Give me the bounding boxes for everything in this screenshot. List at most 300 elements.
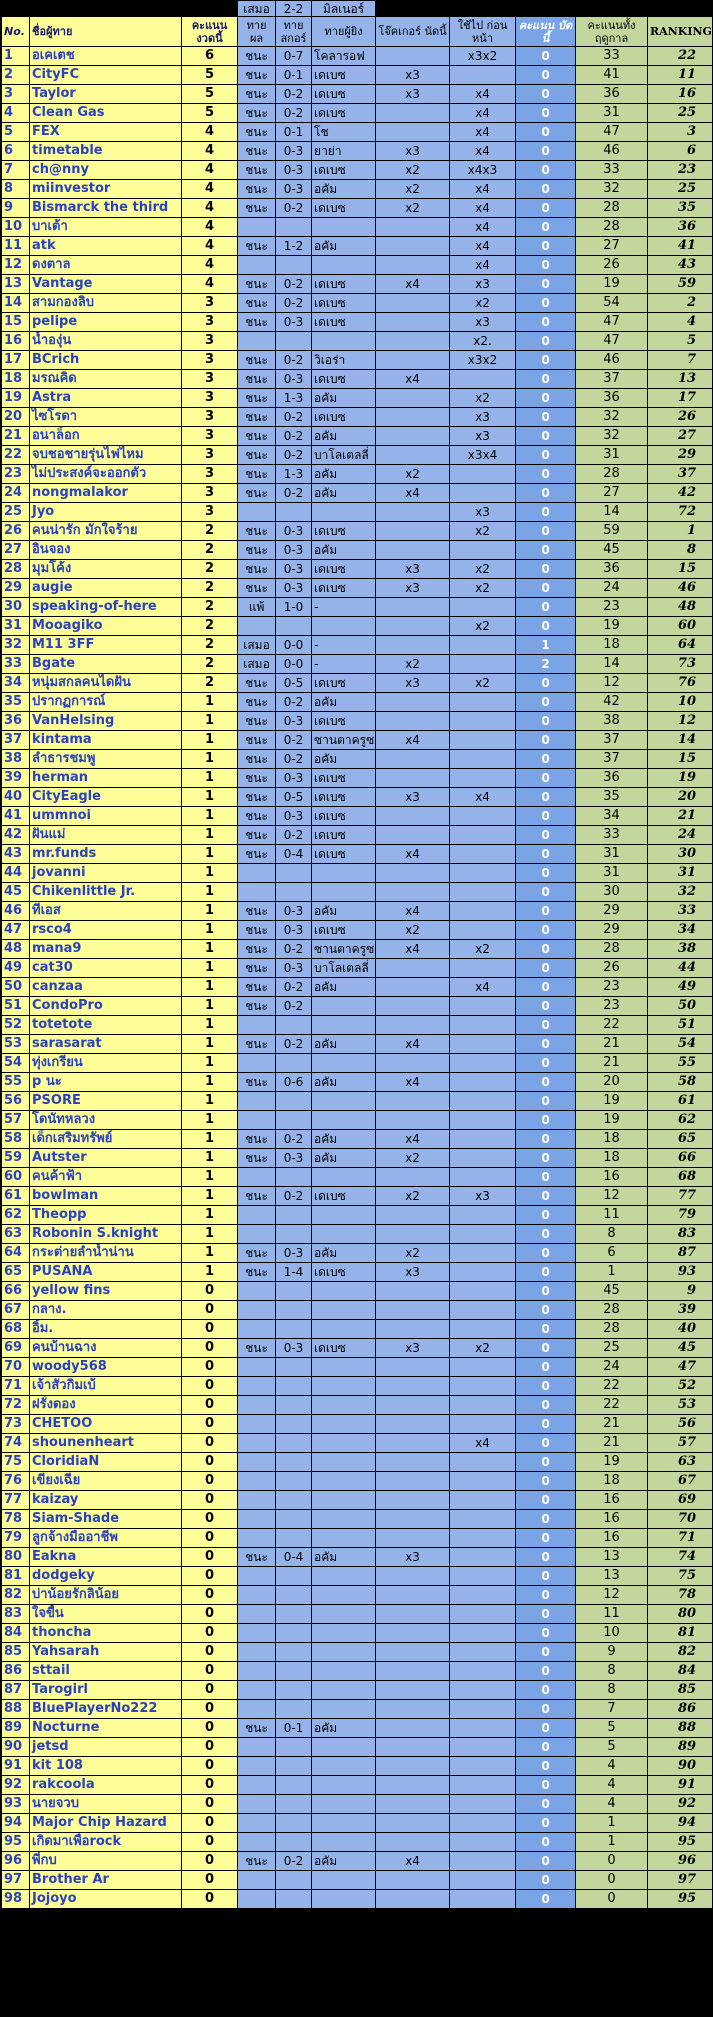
- season-points: 25: [576, 1339, 648, 1358]
- joker-this-match: [376, 1776, 450, 1795]
- joker-this-match: [376, 1320, 450, 1339]
- predicted-score: 0-2: [276, 978, 312, 997]
- player-name: Jojoyo: [30, 1890, 182, 1909]
- joker-this-match: x3: [376, 579, 450, 598]
- row-number: 96: [2, 1852, 30, 1871]
- table-row: [2, 997, 713, 1016]
- round-points: 0: [182, 1814, 238, 1833]
- joker-used-before: [450, 1358, 516, 1377]
- ranking: 73: [648, 655, 713, 674]
- predicted-scorer: [312, 864, 376, 883]
- joker-used-before: [450, 66, 516, 85]
- round-points: 0: [182, 1624, 238, 1643]
- round-points: 0: [182, 1890, 238, 1909]
- header-actual-score: 2-2: [276, 1, 312, 17]
- player-name: มรณคิด: [30, 370, 182, 389]
- ranking: 35: [648, 199, 713, 218]
- row-number: 84: [2, 1624, 30, 1643]
- round-points: 1: [182, 883, 238, 902]
- joker-this-match: x4: [376, 731, 450, 750]
- predicted-result: [238, 1377, 276, 1396]
- player-name: miinvestor: [30, 180, 182, 199]
- row-number: 34: [2, 674, 30, 693]
- round-points: 5: [182, 66, 238, 85]
- table-row: [2, 1263, 713, 1282]
- season-points: 46: [576, 351, 648, 370]
- row-number: 40: [2, 788, 30, 807]
- bonus-points: 0: [516, 47, 576, 66]
- joker-this-match: [376, 1054, 450, 1073]
- row-number: 14: [2, 294, 30, 313]
- predicted-result: [238, 1662, 276, 1681]
- predicted-score: 0-2: [276, 85, 312, 104]
- joker-this-match: [376, 218, 450, 237]
- table-row: [2, 1377, 713, 1396]
- season-points: 24: [576, 1358, 648, 1377]
- bonus-points: 2: [516, 655, 576, 674]
- predicted-result: ชนะ: [238, 1073, 276, 1092]
- predicted-scorer: โช: [312, 123, 376, 142]
- predicted-score: 0-2: [276, 997, 312, 1016]
- round-points: 0: [182, 1548, 238, 1567]
- predicted-scorer: [312, 1206, 376, 1225]
- row-number: 43: [2, 845, 30, 864]
- bonus-points: 0: [516, 1320, 576, 1339]
- joker-used-before: [450, 1263, 516, 1282]
- predicted-score: 0-2: [276, 484, 312, 503]
- bonus-points: 0: [516, 1491, 576, 1510]
- season-points: 54: [576, 294, 648, 313]
- table-row: [2, 940, 713, 959]
- round-points: 3: [182, 389, 238, 408]
- table-row: [2, 180, 713, 199]
- joker-used-before: [450, 1244, 516, 1263]
- ranking: 75: [648, 1567, 713, 1586]
- table-row: [2, 1396, 713, 1415]
- joker-used-before: [450, 864, 516, 883]
- predicted-result: เสมอ: [238, 655, 276, 674]
- season-points: 12: [576, 1586, 648, 1605]
- round-points: 1: [182, 731, 238, 750]
- predicted-scorer: เดเบซ: [312, 1339, 376, 1358]
- table-row: [2, 883, 713, 902]
- table-row: [2, 85, 713, 104]
- predicted-score: 0-4: [276, 845, 312, 864]
- predicted-score: 0-2: [276, 275, 312, 294]
- player-name: บ่าน้อยรักลิน้อย: [30, 1586, 182, 1605]
- predicted-result: ชนะ: [238, 389, 276, 408]
- round-points: 0: [182, 1396, 238, 1415]
- player-name: Jyo: [30, 503, 182, 522]
- table-row: [2, 389, 713, 408]
- joker-used-before: [450, 370, 516, 389]
- predicted-scorer: [312, 1111, 376, 1130]
- joker-this-match: x2: [376, 1244, 450, 1263]
- predicted-scorer: อคัม: [312, 902, 376, 921]
- season-points: 47: [576, 123, 648, 142]
- row-number: 31: [2, 617, 30, 636]
- table-row: [2, 1225, 713, 1244]
- row-number: 64: [2, 1244, 30, 1263]
- joker-this-match: x4: [376, 1035, 450, 1054]
- ranking: 68: [648, 1168, 713, 1187]
- joker-used-before: x2.: [450, 332, 516, 351]
- predicted-scorer: เดเบซ: [312, 522, 376, 541]
- player-name: เด็กเสริมทรัพย์: [30, 1130, 182, 1149]
- table-row: [2, 446, 713, 465]
- table-row: [2, 1567, 713, 1586]
- predicted-score: 0-3: [276, 180, 312, 199]
- predicted-scorer: [312, 1491, 376, 1510]
- joker-used-before: [450, 1719, 516, 1738]
- row-number: 20: [2, 408, 30, 427]
- season-points: 28: [576, 1301, 648, 1320]
- predicted-scorer: ซานตาครูซ: [312, 731, 376, 750]
- table-row: [2, 826, 713, 845]
- joker-used-before: x4: [450, 85, 516, 104]
- predicted-scorer: -: [312, 636, 376, 655]
- joker-used-before: x3x2: [450, 47, 516, 66]
- player-name: BluePlayerNo222: [30, 1700, 182, 1719]
- ranking: 95: [648, 1833, 713, 1852]
- season-points: 35: [576, 788, 648, 807]
- row-number: 47: [2, 921, 30, 940]
- player-name: เขียงเฉีย: [30, 1472, 182, 1491]
- round-points: 3: [182, 484, 238, 503]
- bonus-points: 0: [516, 693, 576, 712]
- ranking: 90: [648, 1757, 713, 1776]
- ranking: 3: [648, 123, 713, 142]
- season-points: 31: [576, 864, 648, 883]
- season-points: 27: [576, 484, 648, 503]
- predicted-score: [276, 1358, 312, 1377]
- predicted-scorer: ซานตาครูซ: [312, 940, 376, 959]
- round-points: 3: [182, 446, 238, 465]
- season-points: 5: [576, 1738, 648, 1757]
- table-row: [2, 503, 713, 522]
- round-points: 0: [182, 1662, 238, 1681]
- joker-this-match: [376, 1396, 450, 1415]
- predicted-scorer: [312, 1168, 376, 1187]
- predicted-result: [238, 1871, 276, 1890]
- table-row: [2, 1206, 713, 1225]
- ranking: 27: [648, 427, 713, 446]
- joker-this-match: [376, 997, 450, 1016]
- round-points: 4: [182, 256, 238, 275]
- predicted-result: ชนะ: [238, 902, 276, 921]
- round-points: 0: [182, 1320, 238, 1339]
- table-row: [2, 1016, 713, 1035]
- round-points: 4: [182, 218, 238, 237]
- predicted-scorer: เดเบซ: [312, 199, 376, 218]
- row-number: 86: [2, 1662, 30, 1681]
- season-points: 21: [576, 1434, 648, 1453]
- bonus-points: 0: [516, 503, 576, 522]
- season-points: 6: [576, 1244, 648, 1263]
- season-points: 28: [576, 1320, 648, 1339]
- row-number: 41: [2, 807, 30, 826]
- joker-used-before: [450, 1149, 516, 1168]
- season-points: 41: [576, 66, 648, 85]
- table-row: [2, 1776, 713, 1795]
- joker-used-before: [450, 750, 516, 769]
- predicted-scorer: วิเอร่า: [312, 351, 376, 370]
- ranking: 24: [648, 826, 713, 845]
- predicted-scorer: เดเบซ: [312, 921, 376, 940]
- player-name: rsco4: [30, 921, 182, 940]
- predicted-score: 1-4: [276, 1263, 312, 1282]
- predicted-scorer: บาโลเตลลี่: [312, 446, 376, 465]
- predicted-scorer: เดเบซ: [312, 85, 376, 104]
- round-points: 0: [182, 1586, 238, 1605]
- predicted-score: 0-3: [276, 769, 312, 788]
- season-points: 12: [576, 1187, 648, 1206]
- player-name: mana9: [30, 940, 182, 959]
- row-number: 54: [2, 1054, 30, 1073]
- joker-this-match: x4: [376, 1130, 450, 1149]
- round-points: 1: [182, 693, 238, 712]
- predicted-score: [276, 1320, 312, 1339]
- predicted-score: 0-5: [276, 788, 312, 807]
- joker-used-before: [450, 826, 516, 845]
- row-number: 30: [2, 598, 30, 617]
- table-row: [2, 750, 713, 769]
- round-points: 1: [182, 921, 238, 940]
- joker-this-match: x2: [376, 465, 450, 484]
- bonus-points: 0: [516, 1073, 576, 1092]
- round-points: 3: [182, 427, 238, 446]
- player-name: ปรากฏการณ์: [30, 693, 182, 712]
- ranking: 79: [648, 1206, 713, 1225]
- joker-used-before: [450, 1681, 516, 1700]
- joker-this-match: x3: [376, 1548, 450, 1567]
- player-name: เจ้าสัวกิมเบ้: [30, 1377, 182, 1396]
- predicted-score: [276, 1206, 312, 1225]
- row-number: 3: [2, 85, 30, 104]
- predicted-result: ชนะ: [238, 1339, 276, 1358]
- bonus-points: 0: [516, 978, 576, 997]
- row-number: 29: [2, 579, 30, 598]
- bonus-points: 0: [516, 465, 576, 484]
- season-points: 36: [576, 389, 648, 408]
- joker-this-match: [376, 1016, 450, 1035]
- bonus-points: 0: [516, 1130, 576, 1149]
- joker-this-match: [376, 807, 450, 826]
- ranking: 26: [648, 408, 713, 427]
- season-points: 31: [576, 845, 648, 864]
- predicted-result: [238, 1054, 276, 1073]
- joker-this-match: x4: [376, 370, 450, 389]
- predicted-result: ชนะ: [238, 85, 276, 104]
- joker-used-before: x3x2: [450, 351, 516, 370]
- player-name: คนบ้านฉาง: [30, 1339, 182, 1358]
- season-points: 4: [576, 1757, 648, 1776]
- player-name: Chikenlittle Jr.: [30, 883, 182, 902]
- player-name: sttail: [30, 1662, 182, 1681]
- round-points: 1: [182, 1016, 238, 1035]
- bonus-points: 0: [516, 940, 576, 959]
- bonus-points: 0: [516, 161, 576, 180]
- predicted-result: ชนะ: [238, 484, 276, 503]
- row-number: 10: [2, 218, 30, 237]
- row-number: 23: [2, 465, 30, 484]
- col-header-joker: โจ๊คเกอร์ นัดนี้: [376, 17, 450, 47]
- col-header-ranking: RANKING: [648, 17, 713, 47]
- predicted-result: ชนะ: [238, 731, 276, 750]
- player-name: ไซโรดา: [30, 408, 182, 427]
- joker-this-match: [376, 1301, 450, 1320]
- predicted-scorer: [312, 1795, 376, 1814]
- season-points: 7: [576, 1700, 648, 1719]
- ranking: 49: [648, 978, 713, 997]
- bonus-points: 0: [516, 560, 576, 579]
- ranking: 7: [648, 351, 713, 370]
- player-name: Siam-Shade: [30, 1510, 182, 1529]
- season-points: 45: [576, 1282, 648, 1301]
- ranking: 29: [648, 446, 713, 465]
- predicted-scorer: [312, 1871, 376, 1890]
- season-points: 36: [576, 560, 648, 579]
- header-actual-scorer: มิลเนอร์: [312, 1, 376, 17]
- predicted-score: [276, 1016, 312, 1035]
- predicted-result: [238, 1510, 276, 1529]
- joker-this-match: [376, 1282, 450, 1301]
- ranking: 22: [648, 47, 713, 66]
- row-number: 46: [2, 902, 30, 921]
- joker-used-before: [450, 769, 516, 788]
- player-name: shounenheart: [30, 1434, 182, 1453]
- season-points: 28: [576, 940, 648, 959]
- joker-used-before: [450, 1776, 516, 1795]
- joker-used-before: x4: [450, 237, 516, 256]
- player-name: มุมโค้ง: [30, 560, 182, 579]
- joker-this-match: x3: [376, 560, 450, 579]
- ranking: 76: [648, 674, 713, 693]
- round-points: 3: [182, 503, 238, 522]
- predicted-result: ชนะ: [238, 1187, 276, 1206]
- bonus-points: 0: [516, 1624, 576, 1643]
- predicted-result: ชนะ: [238, 275, 276, 294]
- predicted-result: [238, 1472, 276, 1491]
- predicted-score: [276, 1472, 312, 1491]
- row-number: 82: [2, 1586, 30, 1605]
- table-row: [2, 1453, 713, 1472]
- bonus-points: 0: [516, 1358, 576, 1377]
- joker-used-before: [450, 902, 516, 921]
- round-points: 1: [182, 1054, 238, 1073]
- season-points: 4: [576, 1776, 648, 1795]
- table-row: [2, 1130, 713, 1149]
- predicted-scorer: [312, 1833, 376, 1852]
- round-points: 2: [182, 617, 238, 636]
- joker-this-match: [376, 769, 450, 788]
- joker-used-before: [450, 465, 516, 484]
- predicted-result: ชนะ: [238, 66, 276, 85]
- predicted-score: [276, 1871, 312, 1890]
- row-number: 76: [2, 1472, 30, 1491]
- ranking: 48: [648, 598, 713, 617]
- table-row: [2, 237, 713, 256]
- predicted-score: 0-2: [276, 1130, 312, 1149]
- joker-used-before: x3: [450, 1187, 516, 1206]
- round-points: 0: [182, 1491, 238, 1510]
- predicted-score: [276, 332, 312, 351]
- predicted-score: [276, 1662, 312, 1681]
- predicted-result: [238, 1396, 276, 1415]
- table-row: [2, 1871, 713, 1890]
- joker-used-before: [450, 1548, 516, 1567]
- predicted-scorer: อคัม: [312, 541, 376, 560]
- predicted-scorer: เดเบซ: [312, 1263, 376, 1282]
- bonus-points: 0: [516, 256, 576, 275]
- row-number: 58: [2, 1130, 30, 1149]
- round-points: 1: [182, 1225, 238, 1244]
- round-points: 1: [182, 997, 238, 1016]
- row-number: 77: [2, 1491, 30, 1510]
- season-points: 21: [576, 1054, 648, 1073]
- round-points: 4: [182, 275, 238, 294]
- predicted-score: 1-0: [276, 598, 312, 617]
- row-number: 45: [2, 883, 30, 902]
- bonus-points: 0: [516, 1339, 576, 1358]
- ranking: 59: [648, 275, 713, 294]
- predicted-score: 0-3: [276, 921, 312, 940]
- predicted-result: ชนะ: [238, 693, 276, 712]
- predicted-scorer: [312, 1016, 376, 1035]
- joker-used-before: [450, 883, 516, 902]
- predicted-result: [238, 1320, 276, 1339]
- player-name: kaizay: [30, 1491, 182, 1510]
- table-row: [2, 674, 713, 693]
- round-points: 3: [182, 332, 238, 351]
- row-number: 67: [2, 1301, 30, 1320]
- joker-this-match: [376, 313, 450, 332]
- bonus-points: 0: [516, 104, 576, 123]
- joker-this-match: [376, 712, 450, 731]
- joker-used-before: [450, 1833, 516, 1852]
- season-points: 28: [576, 199, 648, 218]
- joker-used-before: [450, 1092, 516, 1111]
- round-points: 5: [182, 104, 238, 123]
- table-row: [2, 1757, 713, 1776]
- table-row: [2, 1643, 713, 1662]
- joker-this-match: [376, 617, 450, 636]
- bonus-points: 0: [516, 142, 576, 161]
- round-points: 4: [182, 180, 238, 199]
- row-number: 4: [2, 104, 30, 123]
- bonus-points: 0: [516, 1548, 576, 1567]
- season-points: 28: [576, 218, 648, 237]
- ranking: 25: [648, 180, 713, 199]
- player-name: หนุ่มสกลคนไดฝัน: [30, 674, 182, 693]
- joker-used-before: [450, 1453, 516, 1472]
- predicted-scorer: เดเบซ: [312, 560, 376, 579]
- round-points: 1: [182, 845, 238, 864]
- player-name: Bgate: [30, 655, 182, 674]
- bonus-points: 0: [516, 1111, 576, 1130]
- bonus-points: 0: [516, 389, 576, 408]
- player-name: woody568: [30, 1358, 182, 1377]
- ranking: 30: [648, 845, 713, 864]
- round-points: 1: [182, 1206, 238, 1225]
- predicted-score: 0-3: [276, 579, 312, 598]
- table-row: [2, 788, 713, 807]
- season-points: 18: [576, 1130, 648, 1149]
- player-name: โดนัทหลวง: [30, 1111, 182, 1130]
- predicted-scorer: เดเบซ: [312, 674, 376, 693]
- season-points: 33: [576, 47, 648, 66]
- predicted-scorer: [312, 1358, 376, 1377]
